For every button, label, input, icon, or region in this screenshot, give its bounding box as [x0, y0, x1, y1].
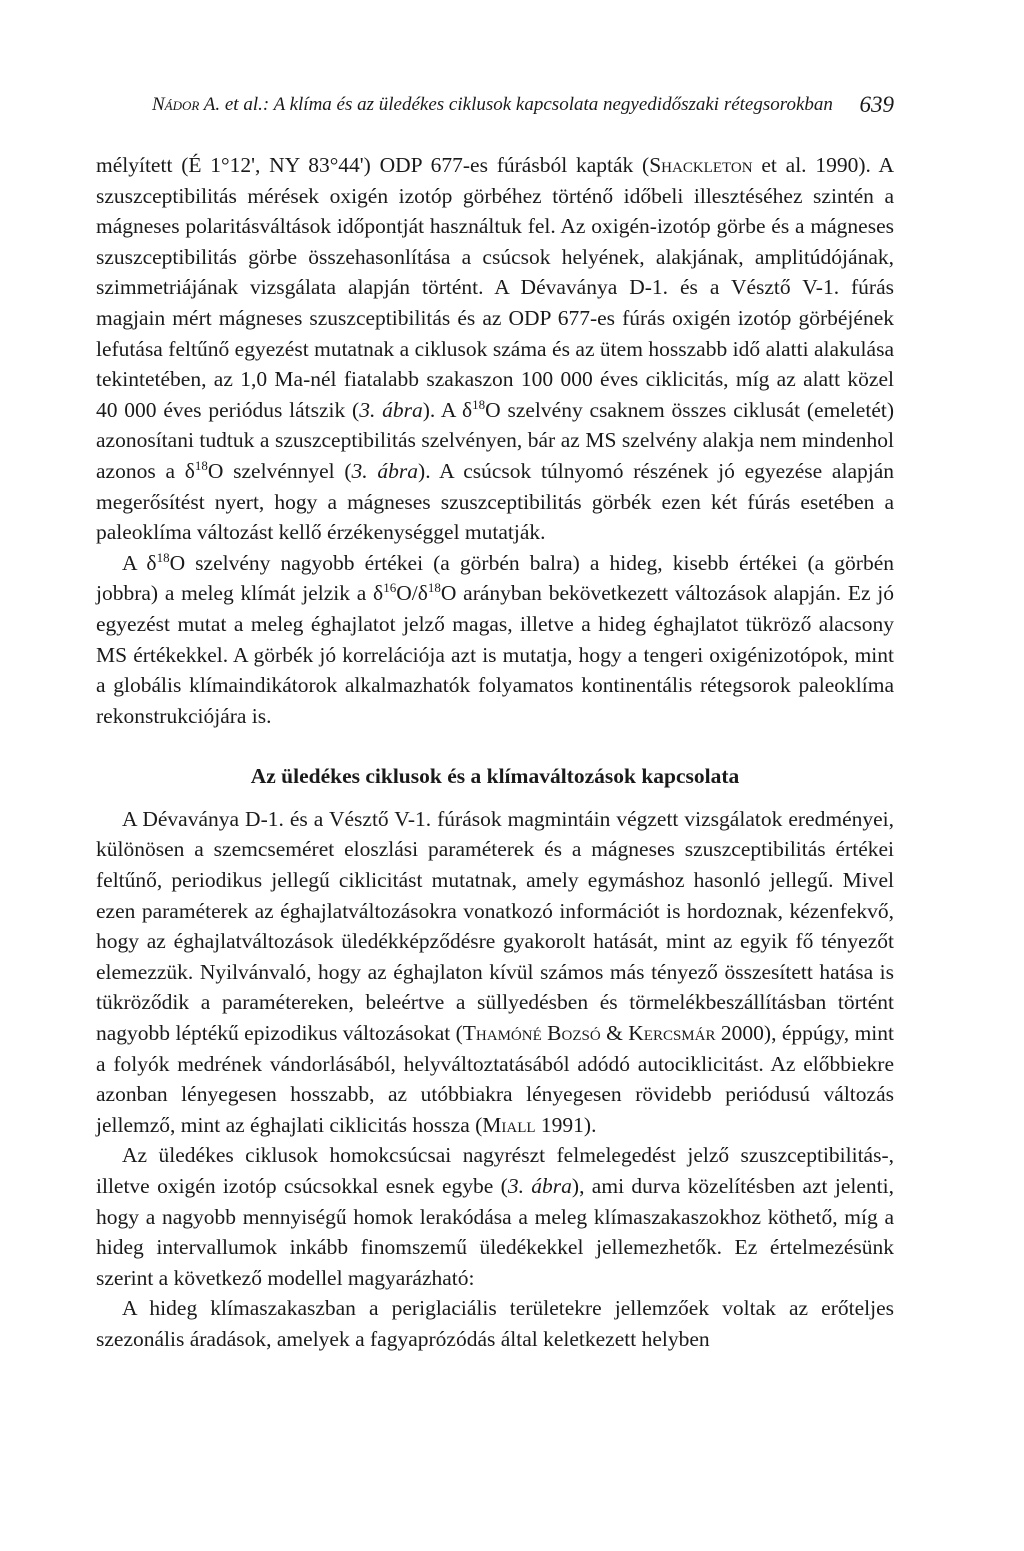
paragraph-5: A hideg klímaszakaszban a periglaciális területekre jellemzőek voltak az erőteljes szezonális áradások, amelyek a fagyaprózódás által keletkezett helyben: [96, 1296, 894, 1351]
body-text: [96, 150, 894, 1355]
citation-miall: Miall: [482, 1112, 536, 1137]
citation-thamone: Thamóné Bozsó & Kercsmár: [462, 1021, 716, 1046]
section-heading: Az üledékes ciklusok és a klímaváltozások kapcsolata: [250, 764, 740, 789]
paragraph-3: A Dévaványa D-1. és a Vésztő V-1. fúrások magmintáin végzett vizsgálatok eredményei, különösen a szemcseméret eloszlási paraméterek és a mágneses szuszceptibilitás értékei feltűnő, periodikus jellegű ciklicitást mutatnak, amely egymáshoz hasonló jellegű. Mivel ezen paraméterek az éghajlatváltozásokra vonatkozó információt is hordoznak, kézenfekvő, hogy az éghajlatváltozások üledékképződésre gyakorolt hatását, mint az egyik fő tényezőt elemezzük. Nyilvánvaló, hogy az éghajlaton kívül számos más tényező összesített hatása is tükröződik a paramétereken, beleértve a süllyedésben és törmelékbeszállításban történt nagyobb léptékű epizodikus változásokat (Thamóné Bozsó & Kercsmár 2000), éppúgy, mint a folyók medrének vándorlásából, helyváltoztatásából adódó autociklicitást. Az előbbiekre azonban lényegesen hosszabb, az utóbbiakra lényegesen rövidebb periódusú változás jellemző, mint az éghajlati ciklicitás hossza (Miall 1991).: [96, 806, 895, 1137]
running-head-author: Nádor: [152, 94, 200, 115]
paragraph-2: A $\delta^{18}O$ szelvény nagyobb értékei (a görbén balra) a hideg, kisebb értékei (a görbén jobbra) a meleg klímát jelzik a $\delta^{16}O/\delta^{18}O$ arányban bekövetkezett változások alapján. Ez jó egyezést mutat a meleg éghajlatot jelző magas, illetve a hideg éghajlatot tükröző alacsony MS értékekkel. A görbék jó korrelációja azt is mutatja, hogy a tengeri oxigénizotópok, mint a globális klímaindikátorok alkalmazhatók folyamatos kontinentális rétegsorok paleoklíma rekonstrukciójára is.: [96, 549, 894, 728]
running-head-title: A. et al.: A klíma és az üledékes ciklusok kapcsolata negyedidőszaki rétegsorokban: [199, 94, 833, 115]
paragraph-4: Az üledékes ciklusok homokcsúcsai nagyrészt felmelegedést jelző szuszceptibilitás-, illetve oxigén izotóp csúcsokkal esnek egybe (3. ábra), ami durva közelítésben azt jelenti, hogy a nagyobb mennyiségű homok lerakódása a meleg klímaszakaszokhoz köthető, míg a hideg intervallumok inkább finomszemű üledékekkel jellemezhetők. Ez értelmezésünk szerint a következő modellel magyarázható:: [96, 1143, 894, 1290]
figure-ref: 3. ábra: [351, 458, 419, 483]
page-number: 639: [859, 92, 894, 117]
figure-ref: 3. ábra: [359, 397, 423, 422]
running-head: [152, 92, 894, 118]
paragraph-1: mélyített (É 1°12', NY 83°44') ODP 677-es fúrásból kapták (Shackleton et al. 1990). A szuszceptibilitás mérések oxigén izotóp görbéhez történő időbeli illesztéséhez szintén a mágneses polaritásváltások időpontját használtuk fel. Az oxigén-izotóp görbe és a mágneses szuszceptibilitás görbe összehasonlítása a csúcsok helyének, alakjának, amplitúdójának, szimmetriájának vizsgálata alapján történt. A Dévaványa D-1. és a Vésztő V-1. fúrás magjain mért mágneses szuszceptibilitás és az ODP 677-es fúrás oxigén izotóp görbéjének lefutása feltűnő egyezést mutatnak a ciklusok száma és az ütem hosszabb idő alatti alakulása tekintetében, az 1,0 Ma-nél fiatalabb szakaszon 100 000 éves ciklicitás, míg az alatt közel 40 000 éves periódus látszik (3. ábra). A $\delta^{18}O$ szelvény csaknem összes ciklusát (emeletét) azonosítani tudtuk a szuszceptibilitás szelvényen, bár az MS szelvény alakja nem mindenhol azonos a $\delta^{18}O$ szelvénnyel (3. ábra). A csúcsok túlnyomó részének jó egyezése alapján megerősítést nyert, hogy a mágneses szuszceptibilitás görbék ezen két fúrás esetében a paleoklíma változást kellő érzékenységgel mutatják.: [96, 153, 895, 545]
figure-ref: 3. ábra: [507, 1174, 572, 1198]
citation-shackleton: Shackleton: [649, 153, 753, 177]
